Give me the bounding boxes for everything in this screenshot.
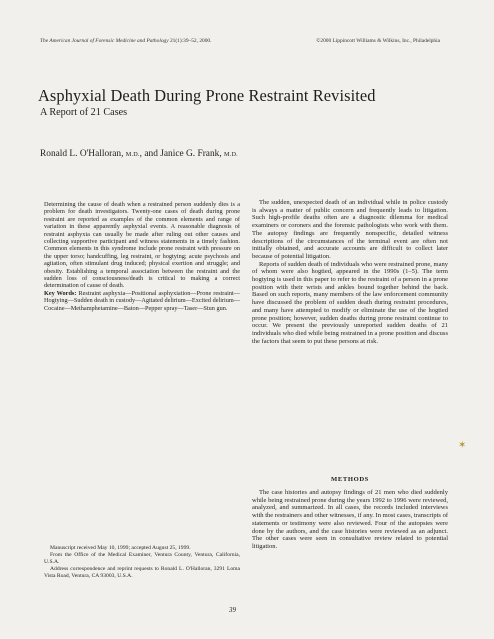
abstract-text: Determining the cause of death when a restrained person suddenly dies is a problem for death investigators. Twenty-one cases of death during prone restraint are reported as examples of the common elements and range of variation in these apparently asphyxial events. A reasonable diagnosis of restraint asphyxia can usually be made after ruling out other causes and collecting supportive participant and witness statements in a timely fashion. Common elements in this syndrome include prone restraint with pressure on the upper torso; handcuffing, leg restraint, or hogtying; acute psychosis and agitation, often stimulant drug induced; physical exertion and struggle; and obesity. Establishing a temporal association between the restraint and the sudden loss of consciousness/death is critical to making a correct determination of cause of death. [44, 201, 240, 290]
footnotes [44, 545, 240, 580]
ink-smudge-mark: ✶ [458, 440, 467, 451]
copyright-notice: ©2000 Lippincott Williams & Wilkins, Inc., Philadelphia [316, 38, 440, 44]
abstract [44, 201, 240, 312]
keywords [44, 290, 240, 312]
methods-section [252, 489, 448, 551]
footnote-correspondence: Address correspondence and reprint requests to Ronald L. O'Halloran, 3291 Loma Vista Road, Ventura, CA 93003, U.S.A. [44, 566, 240, 579]
intro-paragraph-2: Reports of sudden death of individuals who were restrained prone, many of whom were also hogtied, appeared in the 1990s (1–5). The term hogtying is used in this paper to refer to the restraint of a person in a prone position with their wrists and ankles bound together behind the back. Based on such reports, many members of the law enforcement community have discussed the problem of sudden death during restraint procedures, and many have attempted to modify or eliminate the use of the hogtied prone position; however, sudden deaths during prone restraint continue to occur. We present the previously unreported sudden deaths of 21 individuals who died while being restrained in a prone position and discuss the factors that seem to put these persons at risk. [252, 260, 448, 345]
introduction [252, 199, 448, 345]
journal-citation [40, 38, 211, 44]
article-subtitle: A Report of 21 Cases [40, 107, 128, 118]
running-header [40, 38, 440, 44]
author-line [40, 149, 238, 159]
author-2: Janice G. Frank, [160, 149, 222, 159]
methods-paragraph: The case histories and autopsy findings of 21 men who died suddenly while being restrained prone during the years 1992 to 1996 were reviewed, analyzed, and summarized. In all cases, the records included interviews with the restrainers and other witnesses, if any. In most cases, transcripts of statements or testimony were also reviewed. Four of the autopsies were done by the authors, and the case histories were reviewed as an adjunct. The other cases were seen in consultative review related to potential litigation. [252, 489, 448, 550]
methods-heading: METHODS [331, 476, 369, 483]
keywords-label: Key Words: [44, 289, 77, 297]
journal-name: The American Journal of Forensic Medicine and Pathology [40, 38, 169, 44]
footnote-received: Manuscript received May 10, 1999; accepted August 25, 1999. [50, 545, 191, 551]
author-joiner: , and [139, 149, 161, 159]
keywords-list: Restraint asphyxia—Positional asphyxiation—Prone restraint—Hogtying—Sudden death in custody—Agitated delirium—Excited delirium—Cocaine—Methamphetamine—Baton—Pepper spray—Taser—Stun gun. [44, 289, 240, 312]
author-1: Ronald L. O'Halloran, [40, 149, 124, 159]
intro-paragraph-1: The sudden, unexpected death of an individual while in police custody is always a matter of public concern and frequently leads to litigation. Such high-profile deaths often are a diagnostic dilemma for medical examiners or coroners and the forensic pathologists who work with them. The autopsy findings are frequently nonspecific, detailed witness descriptions of the circumstances of the terminal event are often not initially obtained, and accurate accounts are difficult to collect later because of potential litigation. [252, 199, 448, 260]
footnote-affiliation: From the Office of the Medical Examiner, Ventura County, Ventura, California, U.S.A. [44, 552, 240, 565]
article-title: Asphyxial Death During Prone Restraint Revisited [38, 86, 376, 105]
author-2-degree: M.D. [224, 151, 238, 158]
author-1-degree: M.D. [125, 151, 140, 158]
page-number: 39 [229, 606, 236, 614]
citation: 21(1):39–52, 2000. [169, 38, 212, 44]
